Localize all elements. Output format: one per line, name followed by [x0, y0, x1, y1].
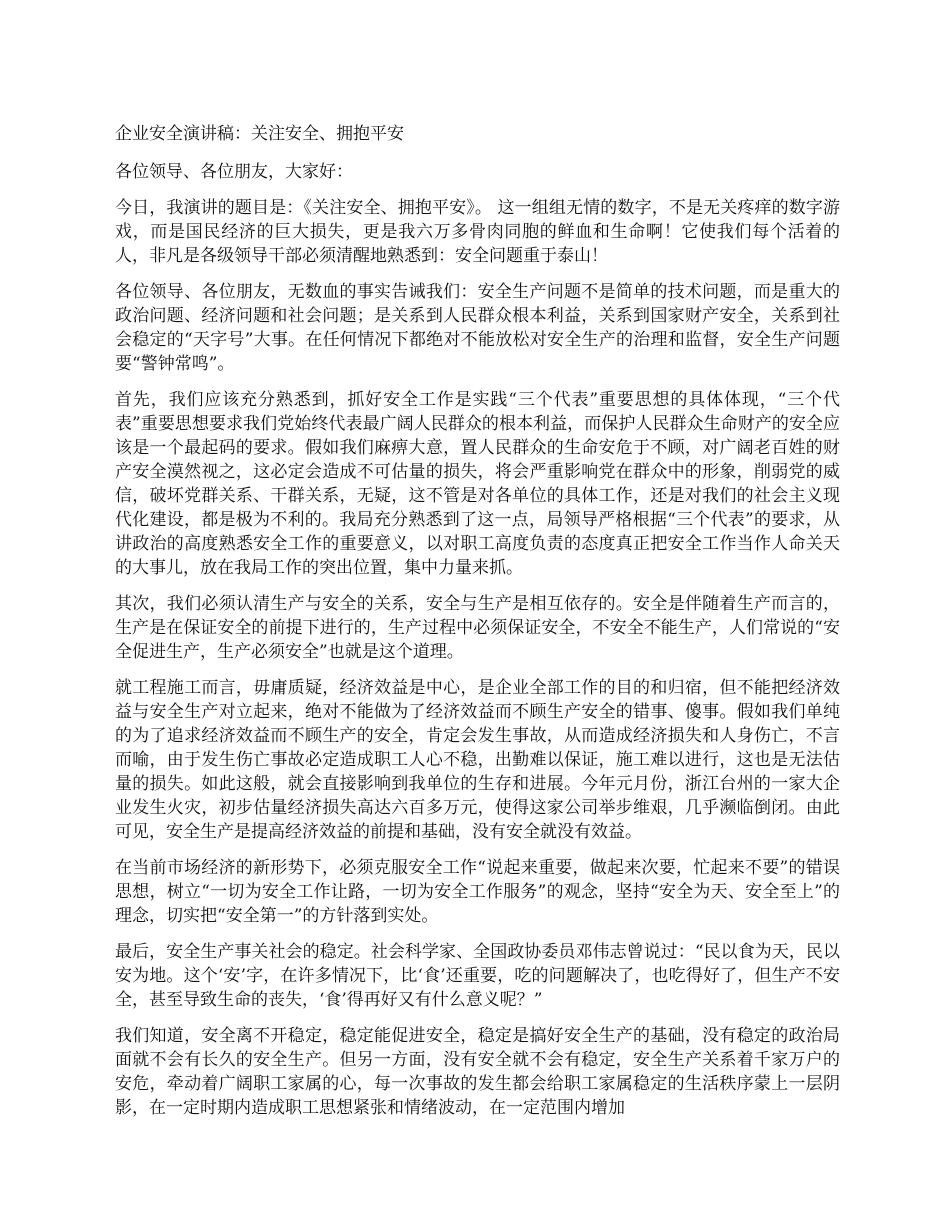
paragraph-5: 就工程施工而言，毋庸质疑，经济效益是中心，是企业全部工作的目的和归宿，但不能把经济效益与安全生产对立起来，绝对不能做为了经济效益而不顾生产安全的错事、傻事。假如我们单纯的为了追求经济效益而不顾生产的安全，肯定会发生事故，从而造成经济损失和人身伤亡，不言而喻，由于发生伤亡事故必定造成职工人心不稳，出勤难以保证，施工难以进行，这也是无法估量的损失。如此这般，就会直接影响到我单位的生存和进展。今年元月份，浙江台州的一家大企业发生火灾，初步估量经济损失高达六百多万元，使得这家公司举步维艰，几乎濒临倒闭。由此可见，安全生产是提高经济效益的前提和基础，没有安全就没有效益。: [115, 678, 840, 842]
paragraph-7: 最后，安全生产事关社会的稳定。社会科学家、全国政协委员邓伟志曾说过：“民以食为天，民以安为地。这个‘安’字，在许多情况下，比‘食’还重要，吃的问题解决了，也吃得好了，但生产不安全，甚至导致生命的丧失，‘食’得再好又有什么意义呢？”: [115, 942, 840, 1010]
paragraph-8: 我们知道，安全离不开稳定，稳定能促进安全，稳定是搞好安全生产的基础，没有稳定的政治局面就不会有长久的安全生产。但另一方面，没有安全就不会有稳定，安全生产关系着千家万户的安危，牵动着广阔职工家属的心，每一次事故的发生都会给职工家属稳定的生活秩序蒙上一层阴影，在一定时期内造成职工思想紧张和情绪波动，在一定范围内增加: [115, 1026, 840, 1118]
paragraph-2: 各位领导、各位朋友，无数血的事实告诫我们：安全生产问题不是简单的技术问题，而是重大的政治问题、经济问题和社会问题；是关系到人民群众根本利益，关系到国家财产安全，关系到社会稳定的“天字号”大事。在任何情况下都绝对不能放松对安全生产的治理和监督，安全生产问题要“警钟常鸣”。: [115, 282, 840, 374]
paragraph-3: 首先，我们应该充分熟悉到，抓好安全工作是实践“三个代表”重要思想的具体体现，“三个代表”重要思想要求我们党始终代表最广阔人民群众的根本利益，而保护人民群众生命财产的安全应该是一个最起码的要求。假如我们麻痹大意，置人民群众的生命安危于不顾，对广阔老百姓的财产安全漠然视之，这必定会造成不可估量的损失，将会严重影响党在群众中的形象，削弱党的威信，破坏党群关系、干群关系，无疑，这不管是对各单位的具体工作，还是对我们的社会主义现代化建设，都是极为不利的。我局充分熟悉到了这一点，局领导严格根据“三个代表”的要求，从讲政治的高度熟悉安全工作的重要意义，以对职工高度负责的态度真正把安全工作当作人命关天的大事儿，放在我局工作的突出位置，集中力量来抓。: [115, 390, 840, 578]
document-title: 企业安全演讲稿：关注安全、拥抱平安: [115, 124, 404, 144]
paragraph-1: 今日，我演讲的题目是：《关注安全、拥抱平安》。 这一组组无情的数字，不是无关疼痒的数字游戏，而是国民经济的巨大损失，更是我六万多骨肉同胞的鲜血和生命啊！它使我们每个活着的人，非凡是各级领导干部必须清醒地熟悉到：安全问题重于泰山！: [115, 198, 840, 266]
greeting: 各位领导、各位朋友，大家好：: [115, 162, 353, 182]
document-page: [115, 122, 840, 1132]
paragraph-4: 其次，我们必须认清生产与安全的关系，安全与生产是相互依存的。安全是伴随着生产而言的，生产是在保证安全的前提下进行的，生产过程中必须保证安全，不安全不能生产，人们常说的“安全促进生产，生产必须安全”也就是这个道理。: [115, 594, 840, 662]
paragraph-6: 在当前市场经济的新形势下，必须克服安全工作“说起来重要，做起来次要，忙起来不要”的错误思想，树立“一切为安全工作让路，一切为安全工作服务”的观念，坚持“安全为天、安全至上”的理念，切实把“安全第一”的方针落到实处。: [115, 858, 840, 926]
